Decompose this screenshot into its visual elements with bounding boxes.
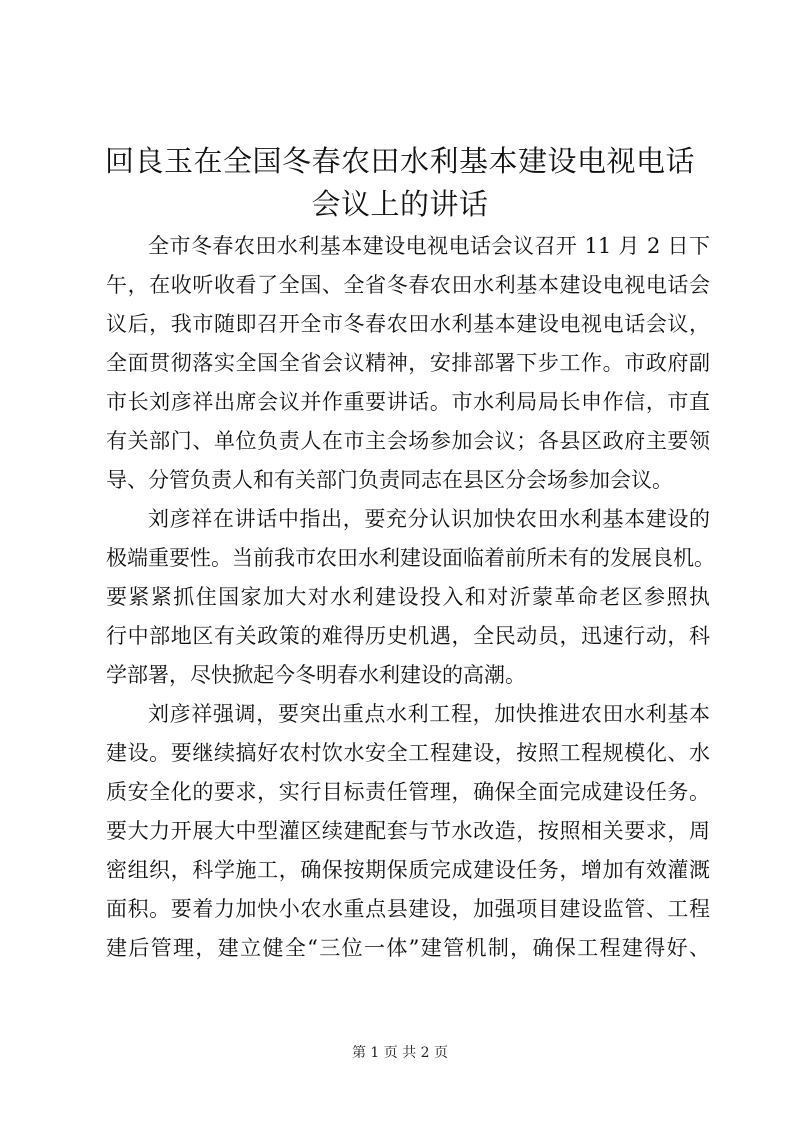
page-number-footer: 第 1 页 共 2 页 [351,1045,449,1061]
text-line: 有关部门、单位负责人在市主会场参加会议；各县区政府主要领 [106,429,710,453]
text-line: 全面贯彻落实全国全省会议精神，安排部署下步工作。市政府副 [106,351,710,375]
text-line: 建后管理，建立健全“三位一体”建管机制，确保工程建得好、 [106,936,710,960]
text-line: 学部署，尽快掀起今冬明春水利建设的高潮。 [106,663,526,687]
document-title [95,140,705,226]
text-line: 议后，我市随即召开全市冬春农田水利基本建设电视电话会议， [106,312,710,336]
document-body [106,227,715,968]
paragraph-1 [106,227,710,500]
text-line: 午，在收听收看了全国、全省冬春农田水利基本建设电视电话会 [106,273,710,297]
text-line: 要大力开展大中型灌区续建配套与节水改造，按照相关要求，周 [106,819,710,843]
text-line: 密组织，科学施工，确保按期保质完成建设任务，增加有效灌溉 [106,858,710,882]
text-line: 面积。要着力加快小农水重点县建设，加强项目建设监管、工程 [106,897,710,921]
text-line: 全市冬春农田水利基本建设电视电话会议召开 11 月 2 日下 [148,234,710,258]
text-line: 质安全化的要求，实行目标责任管理，确保全面完成建设任务。 [106,780,710,804]
text-line: 市长刘彦祥出席会议并作重要讲话。市水利局局长申作信，市直 [106,390,710,414]
title-line-1: 回良玉在全国冬春农田水利基本建设电视电话 [104,144,695,178]
text-line: 刘彦祥在讲话中指出，要充分认识加快农田水利基本建设的 [148,507,710,531]
paragraph-3 [106,695,710,968]
text-line: 导、分管负责人和有关部门负责同志在县区分会场参加会议。 [106,468,673,492]
text-line: 极端重要性。当前我市农田水利建设面临着前所未有的发展良机。 [106,546,715,570]
text-line: 建设。要继续搞好农村饮水安全工程建设，按照工程规模化、水 [106,741,710,765]
title-line-2: 会议上的讲话 [311,187,489,221]
paragraph-2 [106,500,715,695]
text-line: 要紧紧抓住国家加大对水利建设投入和对沂蒙革命老区参照执 [106,585,710,609]
text-line: 行中部地区有关政策的难得历史机遇，全民动员，迅速行动，科 [106,624,710,648]
text-line: 刘彦祥强调，要突出重点水利工程，加快推进农田水利基本 [148,702,710,726]
